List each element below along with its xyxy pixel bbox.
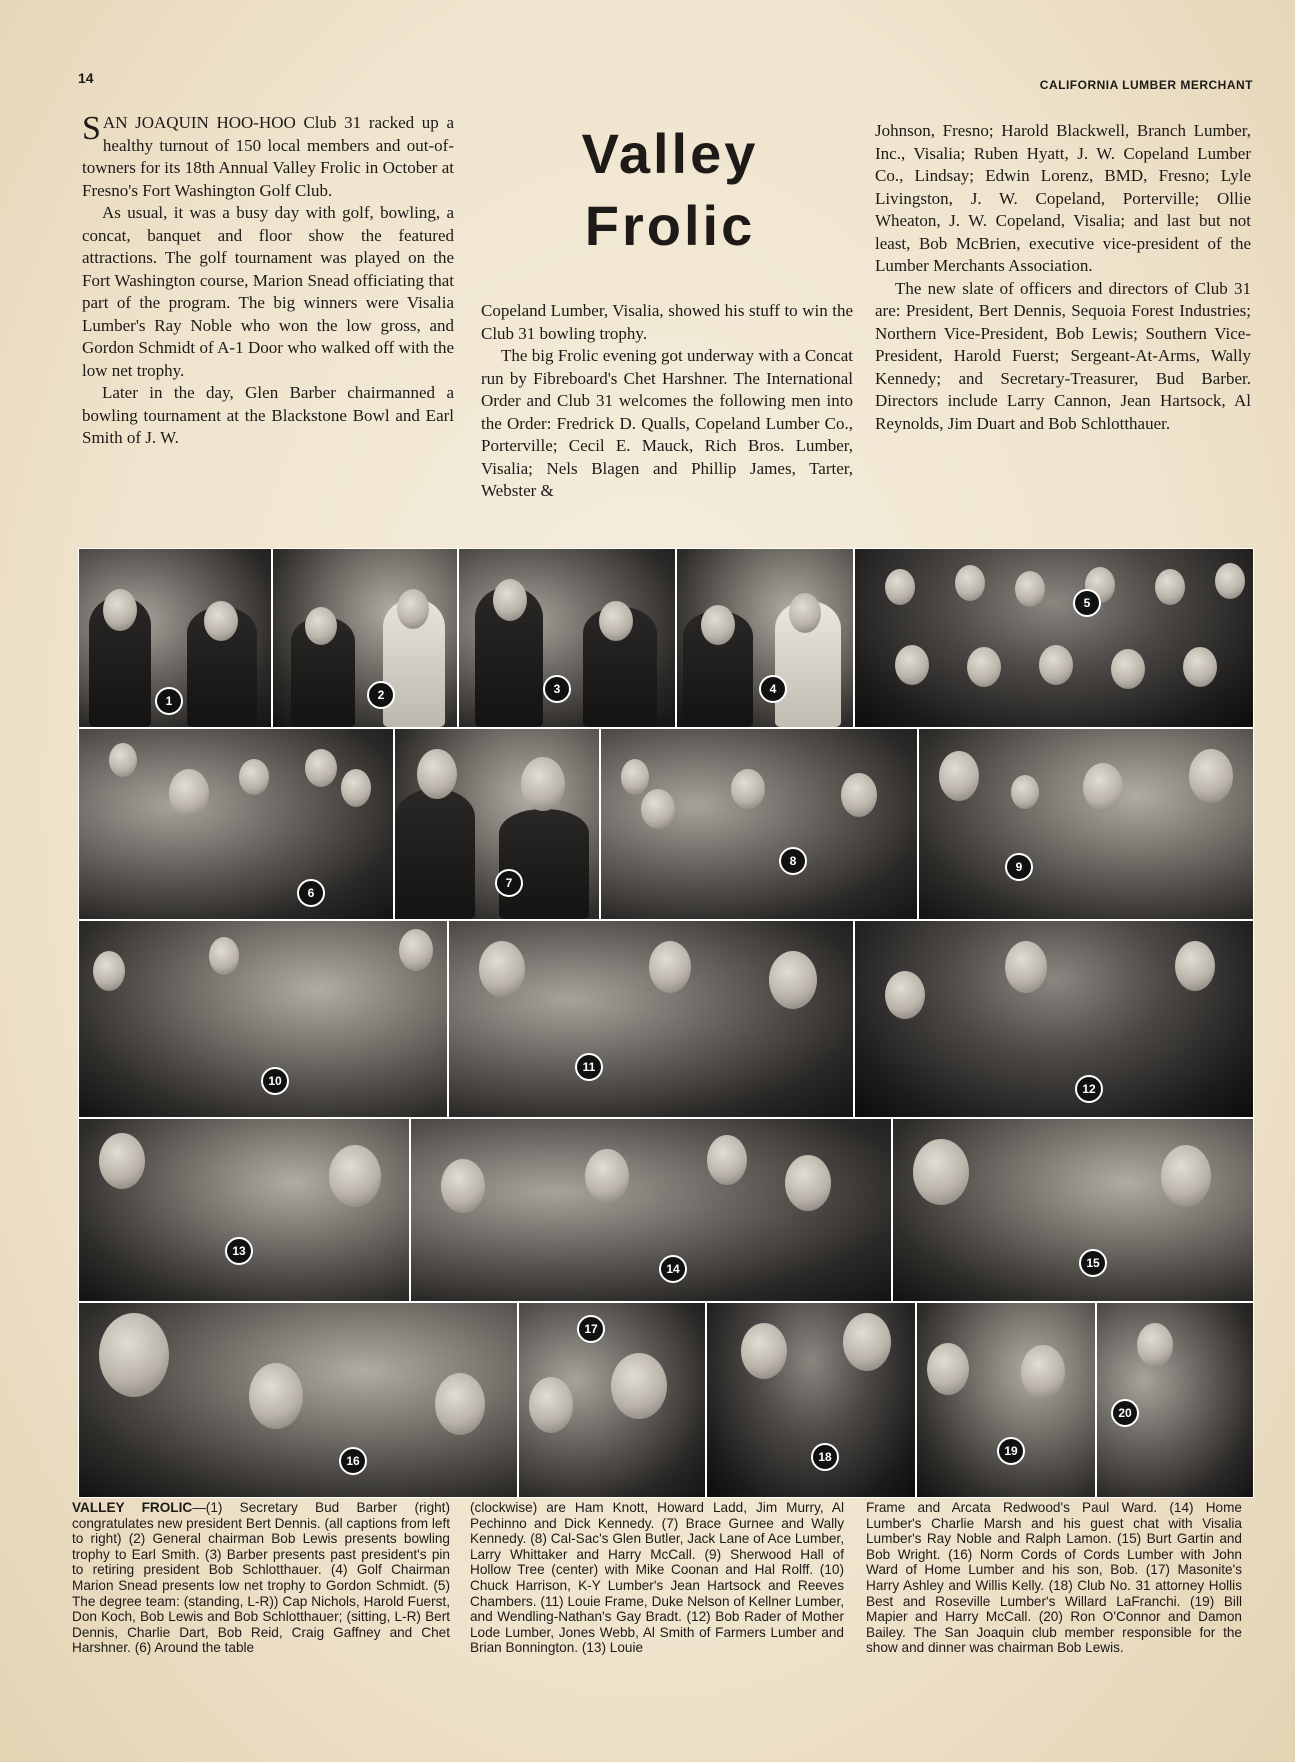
photo-11 [448,920,854,1118]
photo-number-badge: 5 [1073,589,1101,617]
photo-12 [854,920,1254,1118]
photo-14 [410,1118,892,1302]
photo-5 [854,548,1254,728]
photo-number-badge: 7 [495,869,523,897]
photo-number-badge: 18 [811,1443,839,1471]
caption-column-3 [866,1500,1242,1656]
caption-text-1: —(1) Secretary Bud Barber (right) congratulates new president Bert Dennis. (all captions from left to right) (2) General chairman Bob Lewis presents bowling trophy to Earl Smith. (3) Barber presents past president's pin to retiring president Bob Schlotthauer. (4) Golf Chairman Marion Snead presents low net trophy to Gordon Schmidt. (5) The degree team: (standing, L-R)) Cap Nichols, Harold Fuerst, Don Koch, Bob Lewis and Bob Schlotthauer; (sitting, L-R) Bert Dennis, Charlie Dart, Bob Reid, Craig Gaffney and Chet Harshner. (6) Around the table [72,1500,450,1656]
publication-name: CALIFORNIA LUMBER MERCHANT [1039,78,1253,92]
photo-number-badge: 4 [759,675,787,703]
photo-1 [78,548,272,728]
paragraph-7: The new slate of officers and directors of Club 31 are: President, Bert Dennis, Sequoia Forest Industries; Northern Vice-President, Bob Lewis; Southern Vice-President, Harold Fuerst; Sergeant-At-Arms, Wally Kennedy; and Secretary-Treasurer, Bud Barber. Directors include Larry Cannon, Jean Hartsock, Al Reynolds, Jim Duart and Bob Schlotthauer. [875,278,1251,433]
photo-16 [78,1302,518,1498]
photo-number-badge: 14 [659,1255,687,1283]
photo-number-badge: 17 [577,1315,605,1343]
article-column-3 [875,120,1251,435]
photo-number-badge: 16 [339,1447,367,1475]
photo-number-badge: 20 [1111,1399,1139,1427]
photo-15 [892,1118,1254,1302]
paragraph-4: Copeland Lumber, Visalia, showed his stuff to win the Club 31 bowling trophy. [481,301,853,343]
drop-cap: S [82,110,101,147]
photo-13 [78,1118,410,1302]
photo-3 [458,548,676,728]
paragraph-6: Johnson, Fresno; Harold Blackwell, Branch Lumber, Inc., Visalia; Ruben Hyatt, J. W. Copeland Lumber Co., Lindsay; Edwin Lorenz, BMD, Fresno; Lyle Livingston, J. W. Copeland, Porterville; Ollie Wheaton, J. W. Copeland, Visalia; and last but not least, Bob McBrien, executive vice-president of the Lumber Merchants Association. [875,121,1251,275]
paragraph-3: Later in the day, Glen Barber chairmanned a bowling tournament at the Blackstone Bowl and Earl Smith of J. W. [82,383,454,447]
photo-number-badge: 8 [779,847,807,875]
caption-column-1 [72,1500,450,1656]
title-line-2: Frolic [584,194,756,257]
photo-number-badge: 15 [1079,1249,1107,1277]
photo-number-badge: 13 [225,1237,253,1265]
page-number: 14 [78,70,94,86]
photo-number-badge: 1 [155,687,183,715]
paragraph-1: SAN JOAQUIN HOO-HOO Club 31 racked up a healthy turnout of 150 local members and out-of-towners for its 18th Annual Valley Frolic in October at Fresno's Fort Washington Golf Club. [82,110,454,200]
caption-text-3: Frame and Arcata Redwood's Paul Ward. (14) Home Lumber's Charlie Marsh and his guest chat with Visalia Lumber's Ray Noble and Ralph Lamon. (15) Burt Gartin and Bob Wright. (16) Norm Cords of Cords Lumber with John Ward of Home Lumber and his son, Bob. (17) Masonite's Harry Ashley and Willis Kelly. (18) Club No. 31 attorney Hollis Best and Roseville Lumber's Willard LaFranchi. (19) Bill Mapier and Harry McCall. (20) Ron O'Connor and Damon Bailey. The San Joaquin club member responsible for the show and dinner was chairman Bob Lewis. [866,1500,1242,1656]
photo-2 [272,548,458,728]
paragraph-5: The big Frolic evening got underway with a Concat run by Fibreboard's Chet Harshner. The International Order and Club 31 welcomes the following men into the Order: Fredrick D. Qualls, Copeland Lumber Co., Porterville; Cecil E. Mauck, Rich Bros. Lumber, Visalia; Nels Blagen and Phillip James, Tarter, Webster & [481,346,853,500]
photo-17 [518,1302,706,1498]
photo-18 [706,1302,916,1498]
photo-number-badge: 11 [575,1053,603,1081]
caption-text-2: (clockwise) are Ham Knott, Howard Ladd, Jim Murry, Al Pechinno and Dick Kennedy. (7) Brace Gurnee and Wally Kennedy. (8) Cal-Sac's Glen Butler, Jack Lane of Ace Lumber, Larry Whittaker and Harry McCall. (9) Sherwood Hall of Hollow Tree (center) with Mike Coonan and Hal Rolff. (10) Chuck Harrison, K-Y Lumber's Jean Hartsock and Reeves Chambers. (11) Louie Frame, Duke Nelson of Kellner Lumber, and Wendling-Nathan's Gay Bradt. (12) Bob Rader of Mother Lode Lumber, Jones Webb, Al Smith of Farmers Lumber and Brian Bonnington. (13) Louie [470,1500,844,1656]
photo-number-badge: 3 [543,675,571,703]
photo-4 [676,548,854,728]
photo-8 [600,728,918,920]
photo-10 [78,920,448,1118]
paragraph-2: As usual, it was a busy day with golf, bowling, a concat, banquet and floor show the featured attractions. The golf tournament was played on the Fort Washington course, Marion Snead officiating that part of the program. The big winners were Visalia Lumber's Ray Noble who won the low gross, and Gordon Schmidt of A-1 Door who walked off with the low net trophy. [82,203,454,380]
article-column-1 [82,112,454,450]
photo-9 [918,728,1254,920]
photo-number-badge: 19 [997,1437,1025,1465]
photo-7 [394,728,600,920]
title-line-1: Valley [581,122,759,185]
photo-number-badge: 12 [1075,1075,1103,1103]
photo-6 [78,728,394,920]
article-column-2 [481,300,853,503]
photo-number-badge: 6 [297,879,325,907]
article-title [520,118,820,262]
caption-column-2 [470,1500,844,1656]
photo-number-badge: 10 [261,1067,289,1095]
photo-number-badge: 2 [367,681,395,709]
caption-lead: VALLEY FROLIC [72,1500,193,1515]
photo-19 [916,1302,1096,1498]
photo-number-badge: 9 [1005,853,1033,881]
photo-20 [1096,1302,1254,1498]
